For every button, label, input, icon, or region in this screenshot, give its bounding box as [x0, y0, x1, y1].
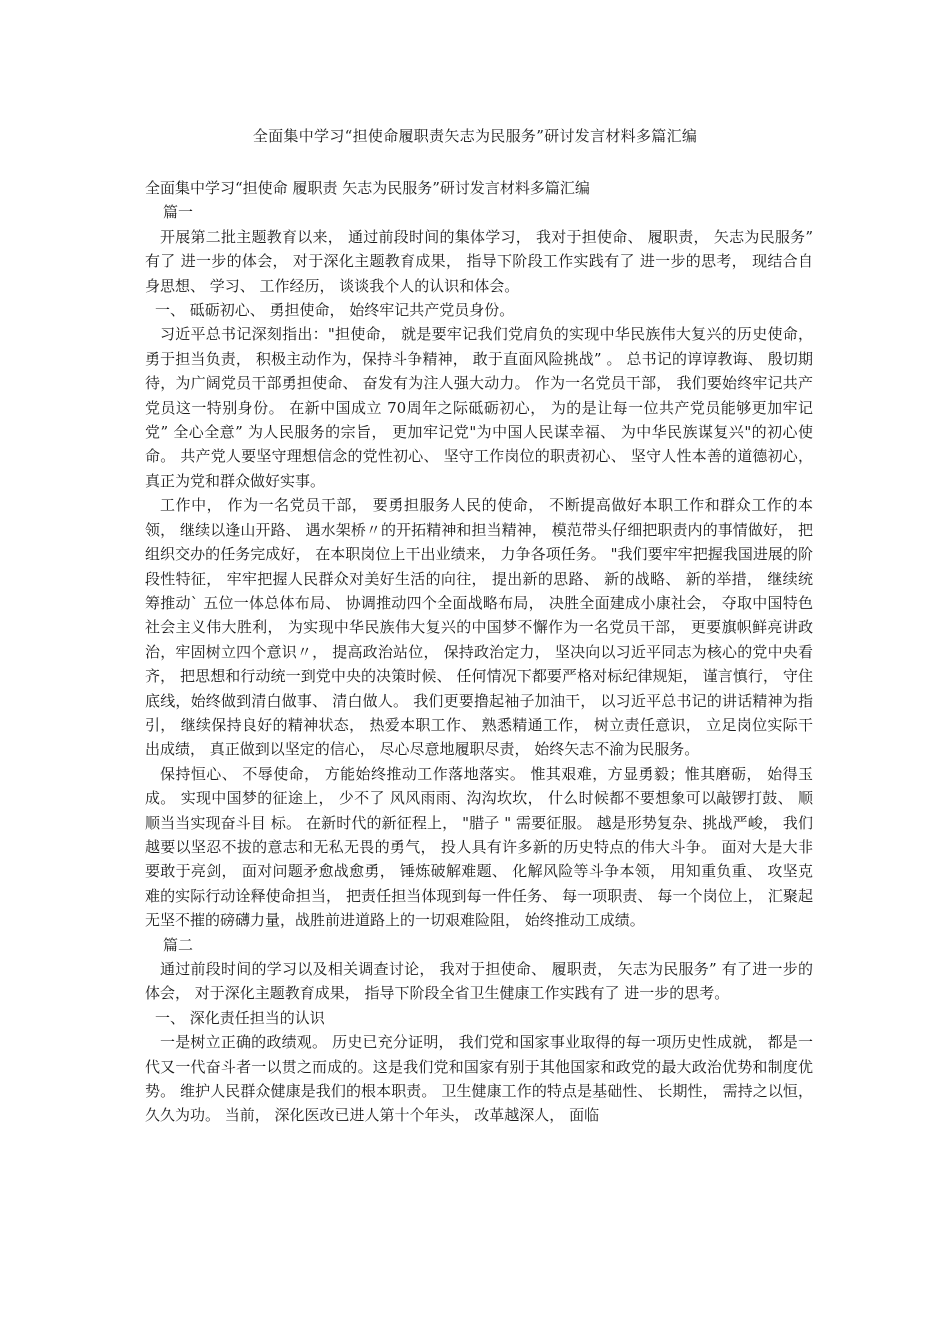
paragraph: 保持恒心、 不辱使命， 方能始终推动工作落地落实。 惟其艰难，方显勇毅；惟其磨砺， 始得玉成。 实现中国梦的征途上， 少不了 风风雨雨、沟沟坎坎， 什么时候都不要想象可以敲锣打鼓、 顺顺当当实现奋斗目 标。 在新时代的新征程上， "腊子 " 需要征服。 越是形势复杂、挑战严峻， 我们越要以坚忍不拔的意志和无私无畏的勇气， 投人具有许多新的历史特点的伟大斗争。 面对大是大非要敢于亮剑， 面对问题矛愈战愈勇， 锤炼破解难题、 化解风险等斗争本领， 用知重负重、 攻坚克难的实际行动诠释使命担当， 把责任担当体现到每一件任务、 每一项职责、 每一个岗位上， 汇聚起无坚不摧的磅礴力量，战胜前进道路上的一切艰难险阻， 始终推动工成绩。 [145, 764, 813, 930]
paragraph: 开展第二批主题教育以来， 通过前段时间的集体学习， 我对于担使命、 履职责， 矢志为民服务” 有了 进一步的体会， 对于深化主题教育成果， 指导下阶段工作实践有了 进一步的思考， 现结合自身思想、 学习、 工作经历， 谈谈我个人的认识和体会。 [145, 227, 813, 295]
section-heading: 一、 深化责任担当的认识 [155, 1008, 325, 1027]
section-label-1: 篇一 [163, 203, 194, 222]
section-label-2: 篇二 [163, 935, 194, 954]
document-body [145, 176, 813, 1128]
paragraph: 一是树立正确的政绩观。 历史已充分证明， 我们党和国家事业取得的每一项历史性成就， 都是一代又一代奋斗者一以贯之而成的。这是我们党和国家有别于其他国家和政党的最大政治优势和制度优势。 维护人民群众健康是我们的根本职责。 卫生健康工作的特点是基础性、 长期性， 需持之以恒， 久久为功。 当前， 深化医改已进人第十个年头， 改革越深人， 面临 [145, 1033, 813, 1125]
paragraph: 工作中， 作为一名党员干部， 要勇担服务人民的使命， 不断提高做好本职工作和群众工作的本领， 继续以逢山开路、 遇水架桥〃的开拓精神和担当精神， 模范带头仔细把职责内的事情做好， 把组织交办的任务完成好， 在本职岗位上干出业绩来， 力争各项任务。 "我们要牢牢把握我国进展的阶段性特征， 牢牢把握人民群众对美好生活的向往， 提出新的思路、 新的战略、 新的举措， 继续统筹推动` 五位一体总体布局、 协调推动四个全面战略布局， 决胜全面建成小康社会， 夺取中国特色社会主义伟大胜利， 为实现中华民族伟大复兴的中国梦不懈作为一名党员干部， 更要旗帜鲜亮讲政治，牢固树立四个意识〃， 提高政治站位， 保持政治定力， 坚决向以习近平同志为核心的党中央看齐， 把思想和行动统一到党中央的决策时候、 任何情况下都要严格对标纪律规矩， 谨言慎行， 守住底线，始终做到清白做事、 清白做人。 我们更要撸起袖子加油干， 以习近平总书记的讲话精神为指引， 继续保持良好的精神状态， 热爱本职工作、 熟悉精通工作， 树立责任意识， 立足岗位实际干出成绩， 真正做到以坚定的信心， 尽心尽意地履职尽责， 始终矢志不渝为民服务。 [145, 496, 813, 759]
document-title: 全面集中学习“担使命履职责矢志为民服务”研讨发言材料多篇汇编 [252, 127, 698, 145]
document-subtitle: 全面集中学习“担使命 履职责 矢志为民服务”研讨发言材料多篇汇编 [145, 179, 590, 197]
paragraph: 通过前段时间的学习以及相关调查讨论， 我对于担使命、 履职责， 矢志为民服务” 有了进一步的体会， 对于深化主题教育成果， 指导下阶段全省卫生健康工作实践有了 进一步的思考。 [145, 960, 813, 1003]
paragraph: 习近平总书记深刻指出："担使命， 就是要牢记我们党肩负的实现中华民族伟大复兴的历史使命， 勇于担当负责， 积极主动作为，保持斗争精神， 敢于直面风险挑战” 。 总书记的谆谆教诲、 殷切期待，为广阔党员干部勇担使命、 奋发有为注人强大动力。 作为一名党员干部， 我们要始终牢记共产党员这一特别身份。 在新中国成立 70周年之际砥砺初心， 为的是让每一位共产党员能够更加牢记党” 全心全意” 为人民服务的宗旨， 更加牢记党"为中国人民谋幸福、 为中华民族谋复兴"的初心使命。 共产党人要坚守理想信念的党性初心、 坚守工作岗位的职责初心、 坚守人性本善的道德初心， 真正为党和群众做好实事。 [145, 325, 813, 490]
section-heading: 一、 砥砺初心、 勇担使命， 始终牢记共产党员身份。 [155, 301, 515, 320]
